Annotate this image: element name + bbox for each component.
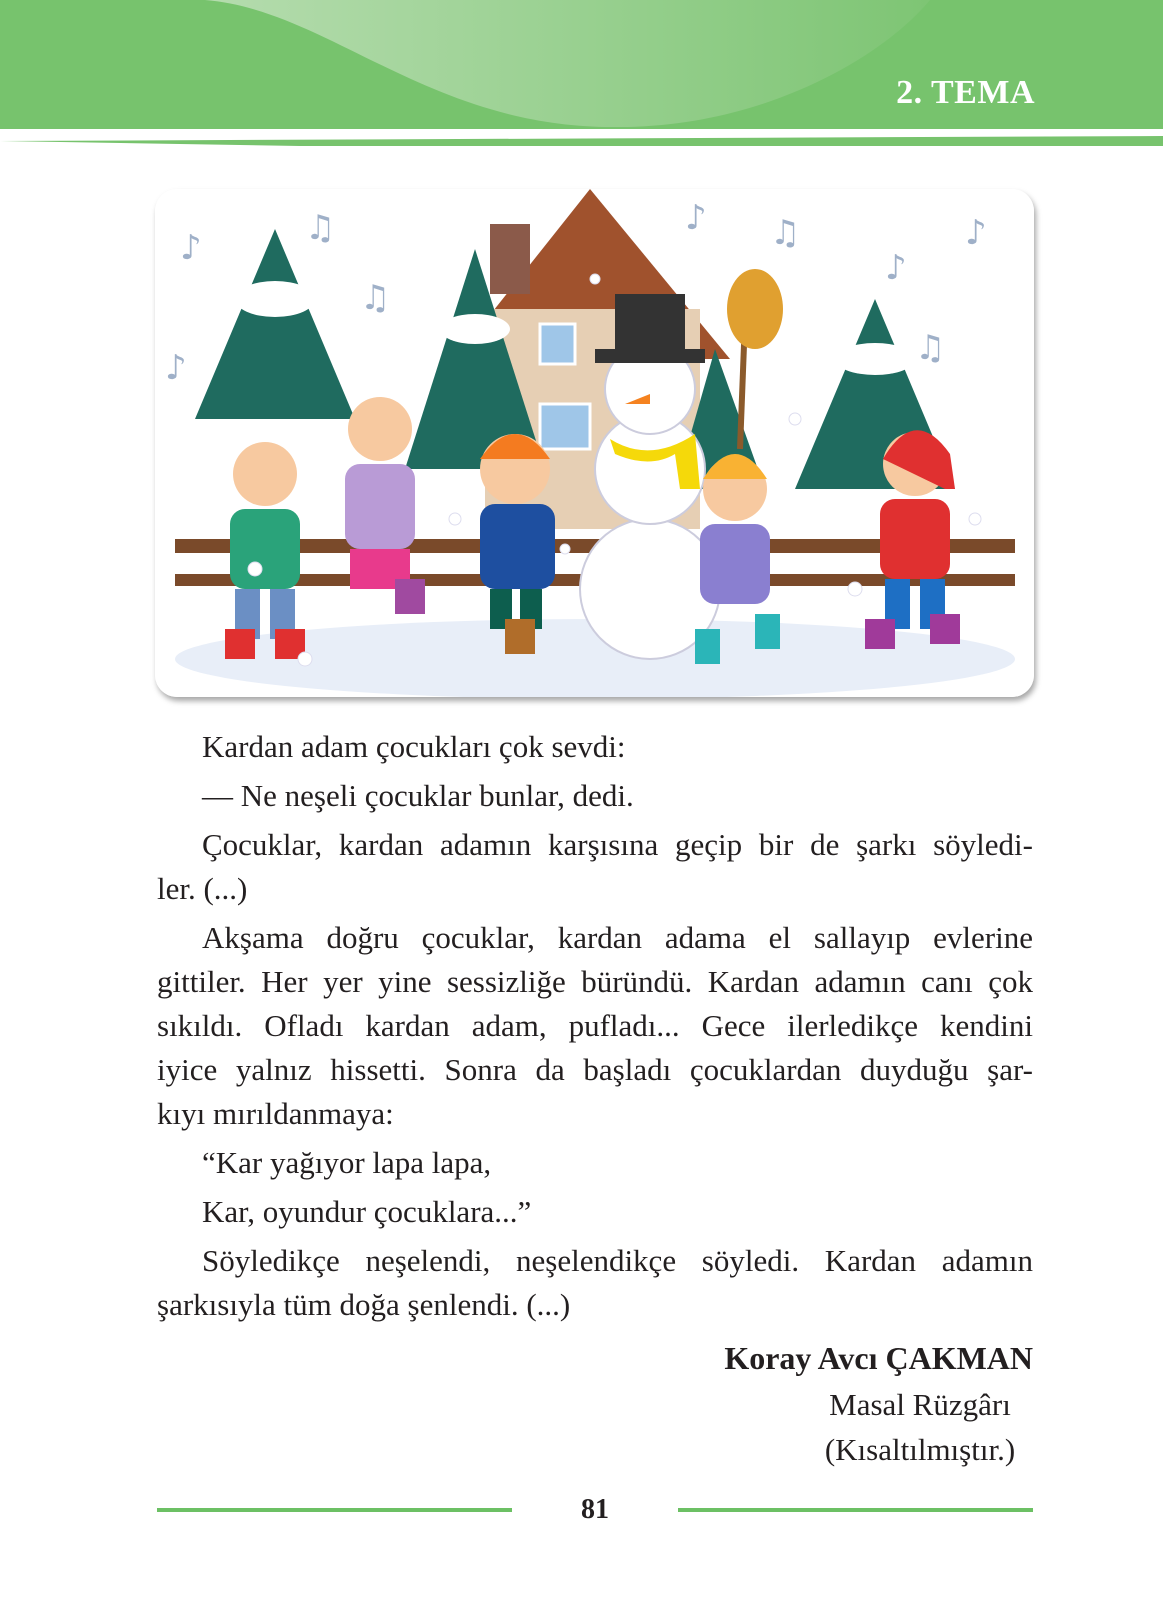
story-line: ler. (...) <box>157 871 248 906</box>
story-line: Söyledikçe neşelendi, neşelendikçe söyledi. Kardan adamın <box>202 1243 1033 1278</box>
story-line: gittiler. Her yer yine sessizliğe büründü. Kardan adamın canı çok <box>157 964 1033 999</box>
svg-text:♪: ♪ <box>165 348 187 388</box>
footer-line-right <box>678 1508 1033 1512</box>
svg-text:♪: ♪ <box>965 213 987 253</box>
story-line: Kar, oyundur çocuklara...” <box>202 1194 532 1229</box>
story-line: şarkısıyla tüm doğa şenlendi. (...) <box>157 1287 571 1322</box>
story-line: kıyı mırıldanmaya: <box>157 1096 394 1131</box>
author-name: Koray Avcı ÇAKMAN <box>724 1340 1033 1376</box>
svg-text:♫: ♫ <box>770 213 801 253</box>
winter-snowman-children-illustration <box>155 189 1034 697</box>
story-line: iyice yalnız hissetti. Sonra da başladı çocuklardan duyduğu şar- <box>157 1052 1033 1087</box>
svg-text:♪: ♪ <box>180 228 202 268</box>
story-line: Çocuklar, kardan adamın karşısına geçip bir de şarkı söyledi- <box>202 827 1033 862</box>
story-line: — Ne neşeli çocuklar bunlar, dedi. <box>202 778 634 813</box>
theme-label: 2. TEMA <box>896 74 1035 111</box>
svg-text:♫: ♫ <box>305 208 336 248</box>
story-line: sıkıldı. Ofladı kardan adam, pufladı... Gece ilerledikçe kendini <box>157 1008 1033 1043</box>
abridged-note: (Kısaltılmıştır.) <box>824 1432 1016 1467</box>
story-line: Kardan adam çocukları çok sevdi: <box>202 729 626 764</box>
header-divider-stripe <box>0 135 1163 147</box>
svg-text:♫: ♫ <box>915 328 946 368</box>
theme-header-banner <box>0 0 1163 129</box>
svg-text:♪: ♪ <box>885 248 907 288</box>
book-title: Masal Rüzgârı <box>829 1387 1011 1422</box>
story-line: Akşama doğru çocuklar, kardan adama el sallayıp evlerine <box>202 920 1033 955</box>
svg-text:♫: ♫ <box>360 278 391 318</box>
svg-text:♪: ♪ <box>685 198 707 238</box>
story-line: “Kar yağıyor lapa lapa, <box>202 1145 492 1180</box>
story-text <box>157 725 1033 1327</box>
footer-line-left <box>157 1508 512 1512</box>
page-number: 81 <box>581 1494 609 1525</box>
